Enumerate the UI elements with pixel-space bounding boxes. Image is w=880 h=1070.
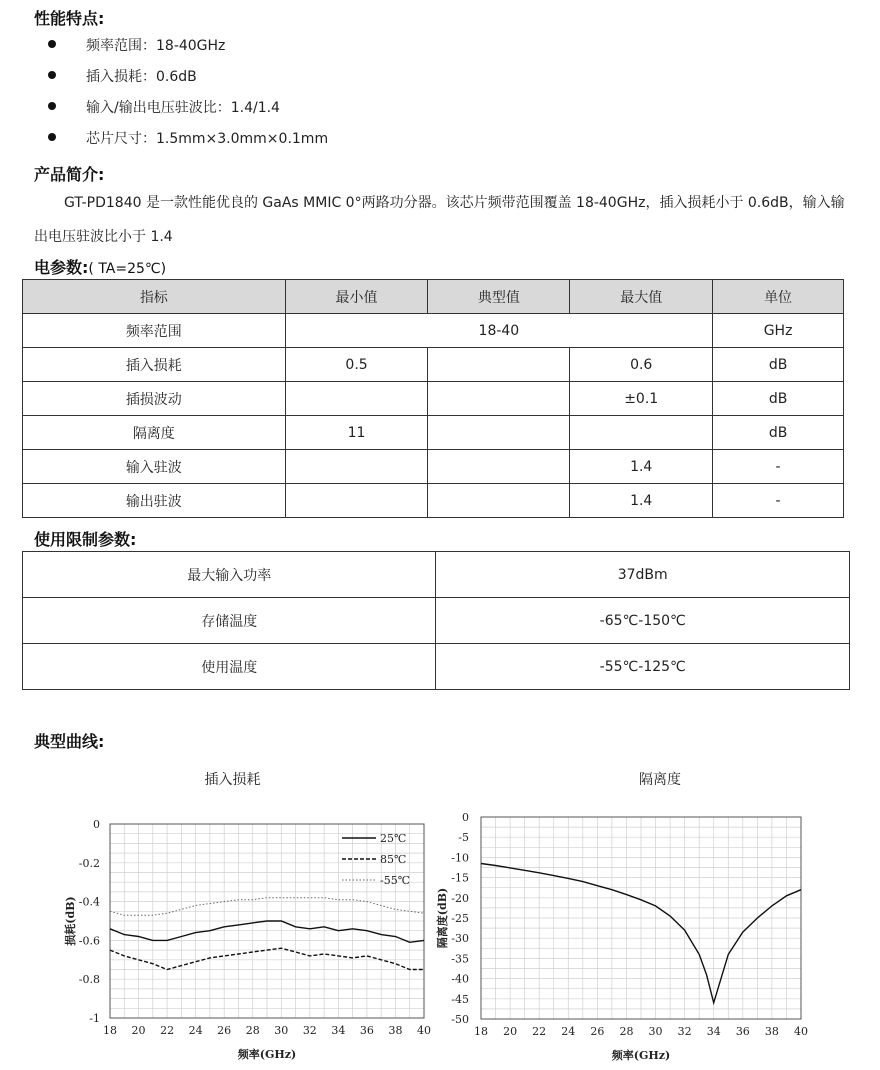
y-tick-label: -0.8 [78, 973, 100, 987]
intro-heading: 产品简介: [34, 165, 105, 184]
feature-text: 频率范围：18-40GHz [86, 38, 226, 54]
x-tick-label: 28 [619, 1025, 634, 1038]
column-header: 指标 [23, 280, 286, 314]
x-tick-label: 20 [503, 1025, 518, 1038]
y-tick-label: -25 [451, 912, 469, 925]
value-cell: 37dBm [436, 552, 850, 598]
intro-text: GT-PD1840 是一款性能优良的 GaAs MMIC 0°两路功分器。该芯片频带范围覆盖 18-40GHz，插入损耗小于 0.6dB，输入输出电压驻波比小于 1.4 [34, 195, 845, 245]
typ-cell [428, 450, 570, 484]
max-cell: 1.4 [570, 484, 713, 518]
list-item [48, 94, 328, 125]
legend-label: 85℃ [380, 853, 407, 866]
electrical-heading [34, 255, 166, 278]
x-tick-label: 38 [388, 1024, 403, 1037]
x-tick-label: 38 [764, 1025, 779, 1038]
x-tick-label: 24 [561, 1025, 576, 1038]
feature-text: 芯片尺寸：1.5mm×3.0mm×0.1mm [86, 131, 329, 147]
features-list [48, 32, 328, 156]
x-tick-label: 28 [245, 1024, 260, 1037]
typ-cell [428, 348, 570, 382]
table-header-row [23, 280, 844, 314]
x-tick-label: 24 [188, 1024, 203, 1037]
y-tick-label: -5 [458, 831, 469, 845]
value-cell: -65℃-150℃ [436, 598, 850, 644]
table-row [23, 598, 850, 644]
param-cell: 存储温度 [23, 598, 436, 644]
max-cell: 0.6 [570, 348, 713, 382]
x-tick-label: 18 [474, 1025, 488, 1038]
column-header: 单位 [713, 280, 844, 314]
chart-title-insertion-loss: 插入损耗 [204, 772, 261, 788]
x-tick-label: 36 [359, 1024, 374, 1037]
unit-cell: - [713, 450, 844, 484]
list-item [48, 125, 328, 156]
y-tick-label: 0 [462, 811, 469, 824]
x-tick-label: 26 [590, 1025, 605, 1038]
max-cell: 1.4 [570, 450, 713, 484]
table-row [23, 552, 850, 598]
x-tick-label: 18 [103, 1024, 117, 1037]
y-tick-label: -0.6 [78, 934, 100, 948]
list-item [48, 63, 328, 94]
y-tick-label: -0.2 [78, 856, 100, 870]
bullet-icon [48, 102, 56, 110]
param-cell: 使用温度 [23, 644, 436, 690]
x-tick-label: 36 [735, 1025, 750, 1038]
min-cell [285, 382, 428, 416]
y-tick-label: -1 [89, 1012, 100, 1025]
test-condition: ( TA=25℃) [88, 261, 167, 277]
intro-paragraph [34, 186, 849, 254]
unit-cell: - [713, 484, 844, 518]
param-cell: 隔离度 [23, 416, 286, 450]
typ-cell [428, 484, 570, 518]
min-cell: 11 [285, 416, 428, 450]
min-cell [285, 484, 428, 518]
y-tick-label: -30 [451, 932, 469, 946]
param-cell: 插损波动 [23, 382, 286, 416]
x-tick-label: 32 [302, 1024, 317, 1037]
table-row [23, 484, 844, 518]
table-row [23, 314, 844, 348]
unit-cell: dB [713, 382, 844, 416]
y-tick-label: -0.4 [78, 895, 100, 909]
curves-heading: 典型曲线: [34, 732, 105, 751]
insertion-loss-chart [60, 810, 440, 1068]
y-tick-label: 0 [93, 818, 100, 831]
table-row [23, 348, 844, 382]
y-tick-label: -15 [451, 871, 469, 885]
unit-cell: GHz [713, 314, 844, 348]
chart-title-isolation: 隔离度 [639, 772, 681, 788]
x-tick-label: 32 [677, 1025, 692, 1038]
x-tick-label: 30 [274, 1024, 289, 1037]
legend-label: 25℃ [380, 832, 407, 845]
typ-cell [428, 382, 570, 416]
limits-heading: 使用限制参数: [34, 530, 137, 549]
x-axis-label: 频率(GHz) [611, 1049, 671, 1062]
y-tick-label: -20 [451, 891, 469, 905]
min-cell [285, 450, 428, 484]
table-row [23, 450, 844, 484]
y-tick-label: -40 [451, 972, 469, 986]
param-cell: 频率范围 [23, 314, 286, 348]
max-cell: ±0.1 [570, 382, 713, 416]
column-header: 最大值 [570, 280, 713, 314]
param-cell: 输出驻波 [23, 484, 286, 518]
x-tick-label: 26 [217, 1024, 232, 1037]
feature-text: 插入损耗：0.6dB [86, 69, 197, 85]
value-cell: -55℃-125℃ [436, 644, 850, 690]
table-row [23, 416, 844, 450]
bullet-icon [48, 71, 56, 79]
table-row [23, 644, 850, 690]
list-item [48, 32, 328, 63]
max-cell [570, 416, 713, 450]
unit-cell: dB [713, 348, 844, 382]
x-tick-label: 40 [417, 1024, 431, 1037]
min-cell: 0.5 [285, 348, 428, 382]
column-header: 最小值 [285, 280, 428, 314]
param-cell: 插入损耗 [23, 348, 286, 382]
x-tick-label: 30 [648, 1025, 663, 1038]
electrical-table [22, 279, 844, 518]
value-cell: 18-40 [285, 314, 712, 348]
y-tick-label: -35 [451, 952, 469, 966]
limits-table [22, 551, 850, 690]
x-tick-label: 40 [794, 1025, 808, 1038]
y-tick-label: -10 [451, 851, 469, 865]
electrical-heading-text: 电参数: [34, 258, 89, 277]
bullet-icon [48, 40, 56, 48]
y-axis-label: 损耗(dB) [64, 896, 77, 946]
y-tick-label: -50 [451, 1013, 469, 1026]
table-row [23, 382, 844, 416]
x-tick-label: 20 [131, 1024, 146, 1037]
x-tick-label: 34 [331, 1024, 346, 1037]
x-tick-label: 22 [160, 1024, 175, 1037]
typ-cell [428, 416, 570, 450]
feature-text: 输入/输出电压驻波比：1.4/1.4 [86, 100, 280, 116]
unit-cell: dB [713, 416, 844, 450]
param-cell: 输入驻波 [23, 450, 286, 484]
legend-label: -55℃ [380, 874, 411, 887]
isolation-chart [436, 805, 820, 1068]
x-tick-label: 22 [532, 1025, 547, 1038]
param-cell: 最大输入功率 [23, 552, 436, 598]
bullet-icon [48, 133, 56, 141]
features-heading: 性能特点: [34, 9, 105, 28]
y-tick-label: -45 [451, 992, 469, 1006]
y-axis-label: 隔离度(dB) [436, 887, 449, 949]
x-tick-label: 34 [706, 1025, 721, 1038]
column-header: 典型值 [428, 280, 570, 314]
x-axis-label: 频率(GHz) [237, 1048, 297, 1061]
